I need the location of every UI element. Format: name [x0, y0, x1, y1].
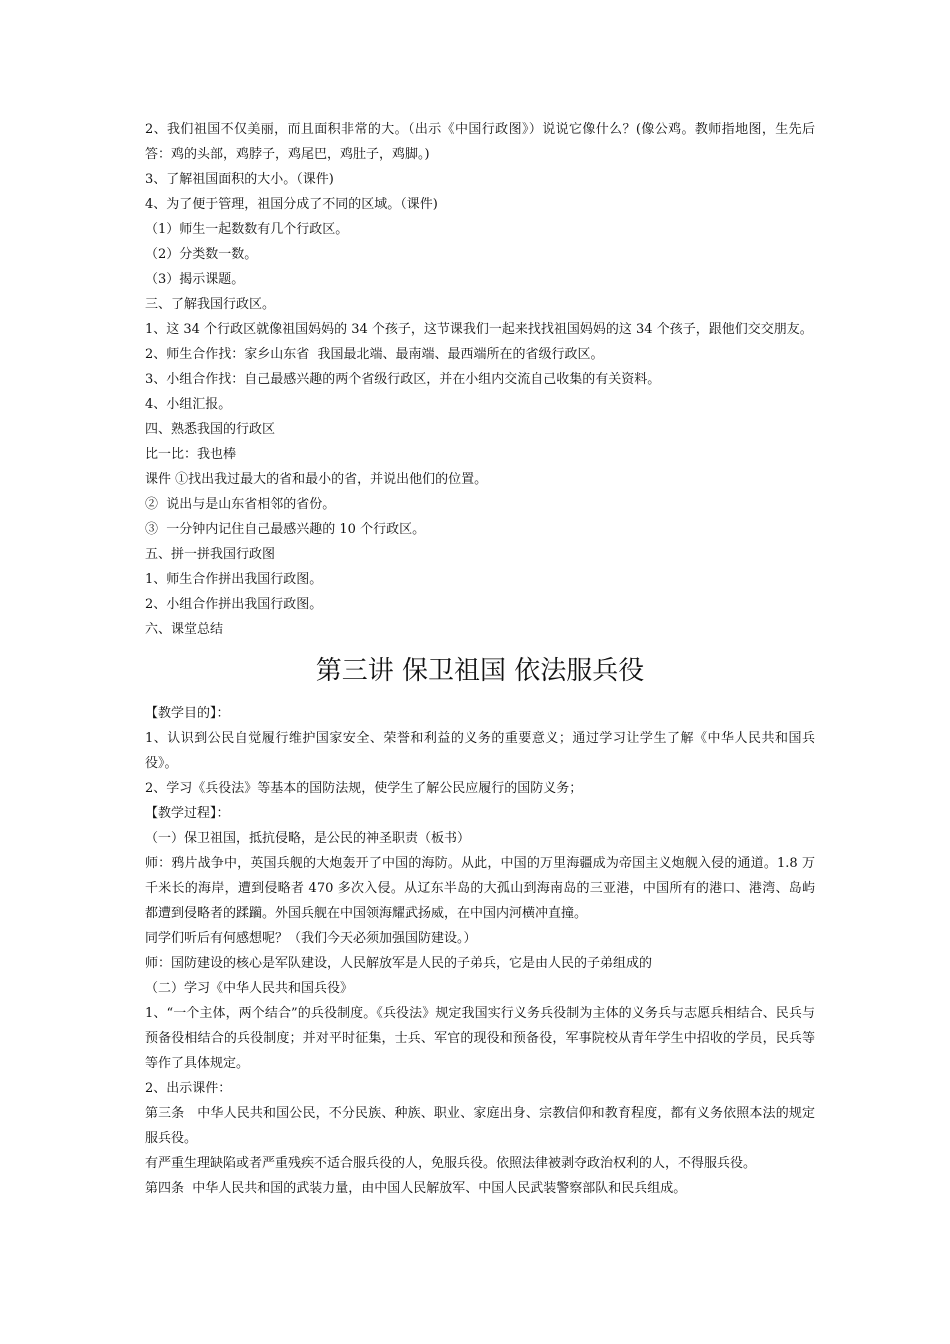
paragraph: 师：鸦片战争中，英国兵舰的大炮轰开了中国的海防。从此，中国的万里海疆成为帝国主义炮舰入侵的通道。1.8 万千米长的海岸，遭到侵略者 470 多次入侵。从辽东半岛的大孤山到海南岛的三亚港，中国所有的港口、港湾、岛屿都遭到侵略者的蹂躏。外国兵舰在中国领海耀武扬威，在中国内河横冲直撞。	[145, 856, 815, 921]
paragraph: 【教学目的】：	[145, 706, 230, 721]
paragraph: 1、“一个主体，两个结合”的兵役制度。《兵役法》规定我国实行义务兵役制为主体的义务兵与志愿兵相结合、民兵与预备役相结合的兵役制度；并对平时征集，士兵、军官的现役和预备役，军事院校从青年学生中招收的学员，民兵等等作了具体规定。	[145, 1006, 815, 1071]
paragraph: 1、师生合作拼出我国行政图。	[145, 572, 323, 587]
paragraph: 第三条 中华人民共和国公民，不分民族、种族、职业、家庭出身、宗教信仰和教育程度，都有义务依照本法的规定服兵役。	[145, 1106, 815, 1146]
paragraph: 四、熟悉我国的行政区	[145, 422, 276, 437]
paragraph: （二）学习《中华人民共和国兵役》	[145, 981, 354, 996]
paragraph: 第四条 中华人民共和国的武装力量，由中国人民解放军、中国人民武装警察部队和民兵组成。	[145, 1181, 687, 1196]
paragraph: 1、这 34 个行政区就像祖国妈妈的 34 个孩子，这节课我们一起来找找祖国妈妈的这 34 个孩子，跟他们交交朋友。	[145, 322, 813, 337]
paragraph: ③ 一分钟内记住自己最感兴趣的 10 个行政区。	[145, 522, 426, 537]
lecture-title: 第三讲 保卫祖国 依法服兵役	[315, 656, 645, 686]
paragraph: （1）师生一起数数有几个行政区。	[145, 222, 349, 237]
paragraph: 2、师生合作找：家乡山东省 我国最北端、最南端、最西端所在的省级行政区。	[145, 347, 604, 362]
paragraph: （2）分类数一数。	[145, 247, 258, 262]
section-before-title	[145, 117, 815, 642]
paragraph: 1、认识到公民自觉履行维护国家安全、荣誉和利益的义务的重要意义；通过学习让学生了解《中华人民共和国兵役》。	[145, 731, 815, 771]
paragraph: 3、了解祖国面积的大小。（课件)	[145, 172, 334, 187]
paragraph: 4、为了便于管理，祖国分成了不同的区域。（课件)	[145, 197, 438, 212]
paragraph: 五、拼一拼我国行政图	[145, 547, 276, 562]
paragraph: （一）保卫祖国，抵抗侵略，是公民的神圣职责（板书）	[145, 831, 471, 846]
paragraph: 课件 ①找出我过最大的省和最小的省，并说出他们的位置。	[145, 472, 488, 487]
paragraph: 【教学过程】：	[145, 806, 230, 821]
paragraph: （3）揭示课题。	[145, 272, 245, 287]
document-body	[145, 117, 815, 1201]
paragraph: 有严重生理缺陷或者严重残疾不适合服兵役的人，免服兵役。依照法律被剥夺政治权利的人，不得服兵役。	[145, 1156, 757, 1171]
paragraph: 师：国防建设的核心是军队建设，人民解放军是人民的子弟兵，它是由人民的子弟组成的	[145, 956, 653, 971]
paragraph: 2、出示课件：	[145, 1081, 232, 1096]
paragraph: 4、小组汇报。	[145, 397, 232, 412]
paragraph: 比一比：我也棒	[145, 447, 237, 462]
paragraph: 2、小组合作拼出我国行政图。	[145, 597, 323, 612]
paragraph: 同学们听后有何感想呢？（我们今天必须加强国防建设。）	[145, 931, 477, 946]
paragraph: 三、了解我国行政区。	[145, 297, 276, 312]
paragraph: ② 说出与是山东省相邻的省份。	[145, 497, 336, 512]
paragraph: 2、学习《兵役法》等基本的国防法规，使学生了解公民应履行的国防义务；	[145, 781, 583, 796]
paragraph: 2、我们祖国不仅美丽，而且面积非常的大。（出示《中国行政图》）说说它像什么？(像公鸡。教师指地图，生先后答：鸡的头部，鸡脖子，鸡尾巴，鸡肚子，鸡脚。)	[145, 122, 815, 162]
paragraph: 六、课堂总结	[145, 622, 224, 637]
paragraph: 3、小组合作找：自己最感兴趣的两个省级行政区，并在小组内交流自己收集的有关资料。	[145, 372, 661, 387]
section-after-title	[145, 701, 815, 1201]
